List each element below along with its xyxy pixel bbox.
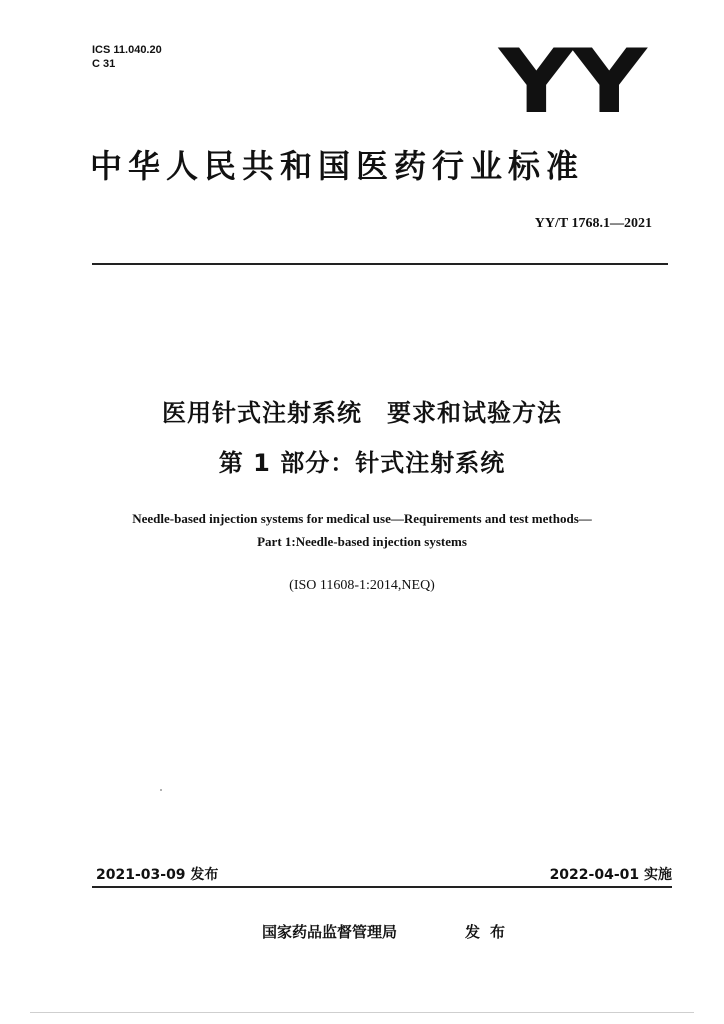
scan-edge-line: [30, 1012, 694, 1013]
top-divider: [92, 263, 668, 265]
publish-label: 发布: [465, 923, 516, 941]
bottom-divider: [92, 886, 672, 888]
chinese-title-line-2: 第 1 部分：针式注射系统: [218, 449, 506, 477]
chinese-title-line-1: 医用针式注射系统 要求和试验方法: [162, 399, 562, 427]
english-title-line-1: Needle-based injection systems for medical use—Requirements and test methods—: [132, 511, 592, 526]
english-title-line-2: Part 1:Needle-based injection systems: [257, 534, 467, 549]
yy-logo: YY: [498, 30, 644, 133]
issue-date: 2021-03-09 发布: [96, 867, 219, 883]
ics-code: ICS 11.040.20: [92, 44, 162, 56]
scan-speck: [160, 789, 162, 791]
iso-reference: (ISO 11608-1:2014,NEQ): [289, 578, 435, 593]
ccs-code: C 31: [92, 58, 116, 70]
standard-category-title: 中华人民共和国医药行业标准: [90, 147, 585, 185]
standard-number: YY/T 1768.1—2021: [534, 216, 652, 231]
issuing-authority: 国家药品监督管理局: [262, 923, 398, 941]
implementation-date: 2022-04-01 实施: [549, 867, 672, 883]
